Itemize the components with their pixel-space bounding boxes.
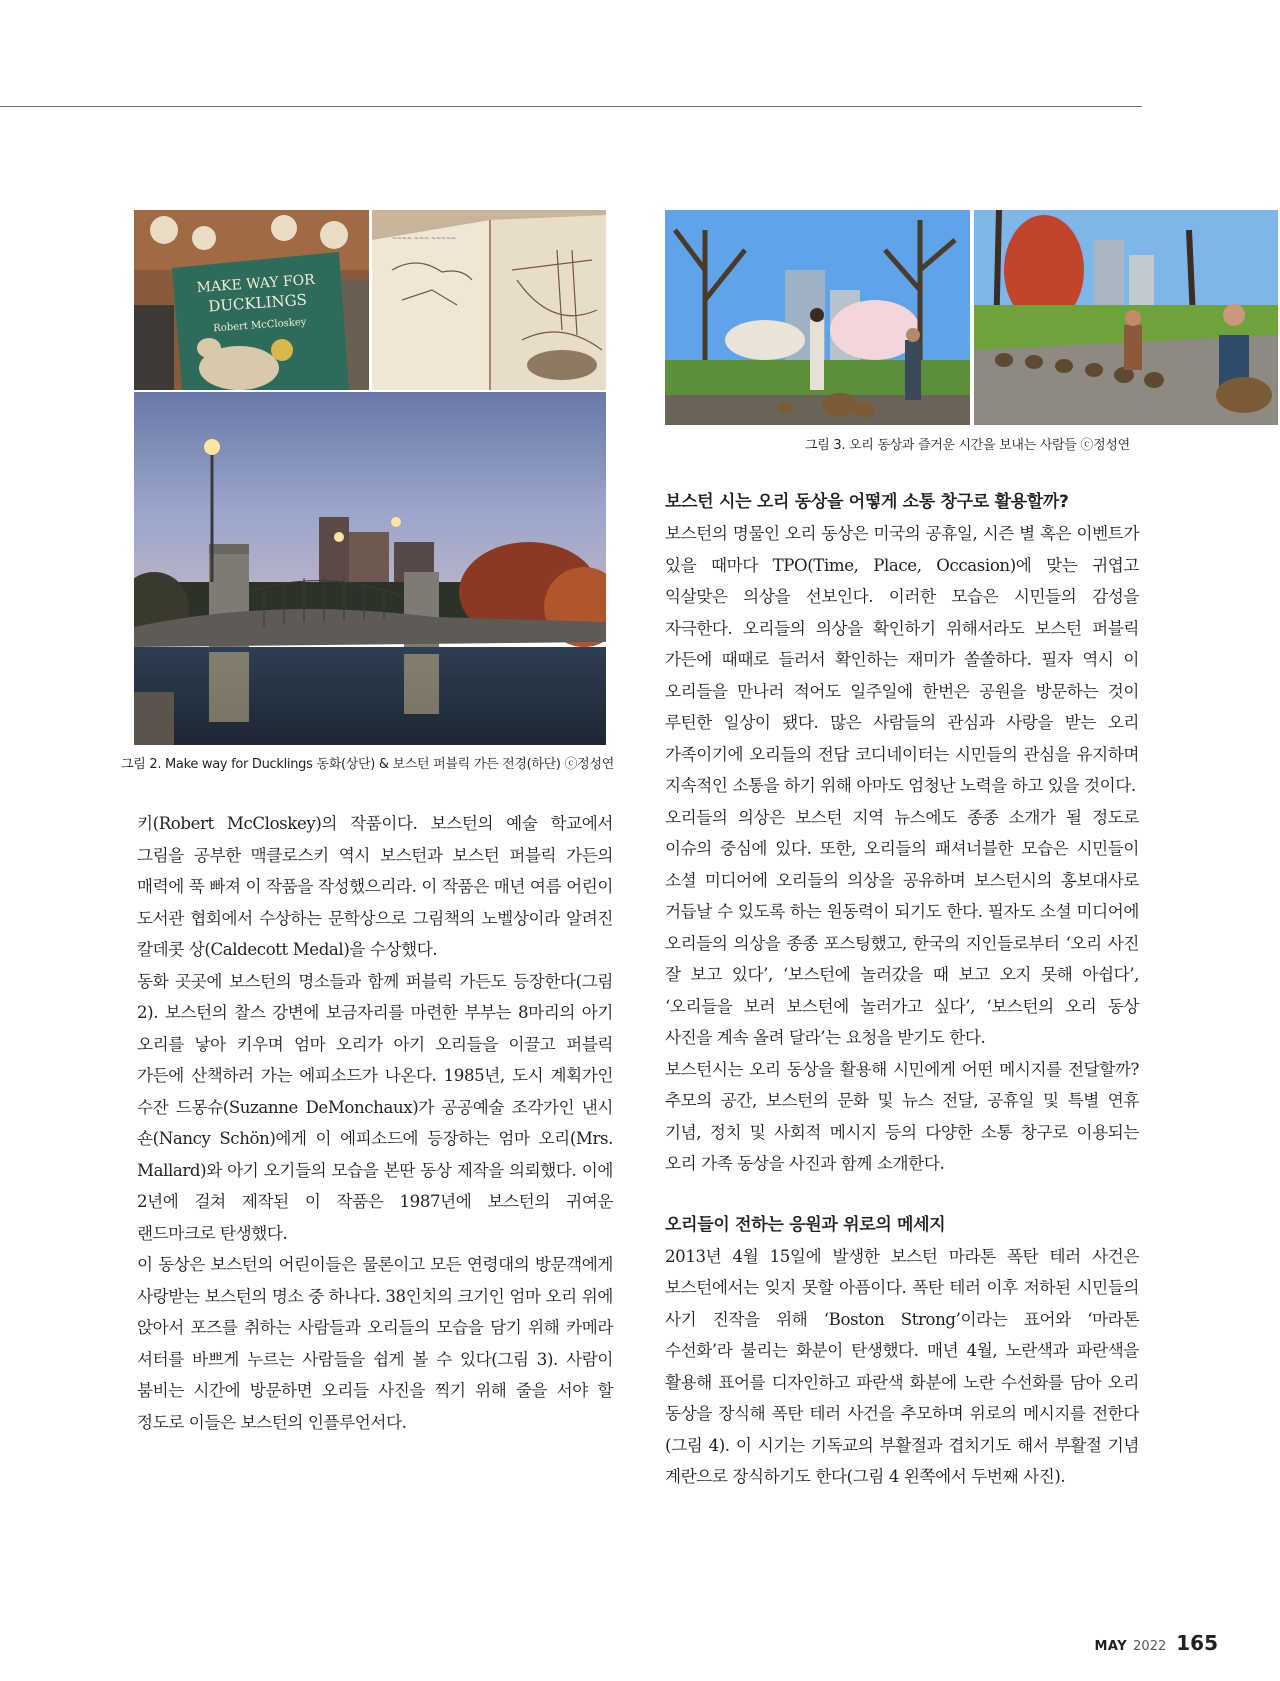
footer-year: 2022 (1133, 1639, 1167, 1654)
left-column (137, 808, 613, 1438)
left-paragraph-2: 동화 곳곳에 보스턴의 명소들과 함께 퍼블릭 가든도 등장한다(그림 2). 보스턴의 찰스 강변에 보금자리를 마련한 부부는 8마리의 아기 오리를 낳아 키우며 엄마 오리가 아기 오리들을 이끌고 퍼블릭 가든에 산책하러 가는 에피소드가 나온다. 1985년, 도시 계획가인 수잔 드몽슈(Suzanne DeMonchaux)가 공공예술 조각가인 낸시 숀(Nancy Schön)에게 이 에피소드에 등장하는 엄마 오리(Mrs. Mallard)와 아기 오기들의 모습을 본딴 동상 제작을 의뢰했다. 이에 2년에 걸쳐 제작된 이 작품은 1987년에 보스턴의 귀여운 랜드마크로 탄생했다. (137, 971, 613, 1243)
left-paragraph-1: 키(Robert McCloskey)의 작품이다. 보스턴의 예술 학교에서 그림을 공부한 맥클로스키 역시 보스턴과 보스턴 퍼블릭 가든의 매력에 푹 빠져 이 작품을 작성했으리라. 이 작품은 매년 여름 어린이 도서관 협회에서 수상하는 문학상으로 그림책의 노벨상이라 알려진 칼데콧 상(Caldecott Medal)을 수상했다. (137, 814, 613, 959)
right-paragraph-2: 오리들의 의상은 보스턴 지역 뉴스에도 종종 소개가 될 정도로 이슈의 중심에 있다. 또한, 오리들의 패셔너블한 모습은 시민들이 소셜 미디어에 오리들의 의상을 공유하며 보스턴시의 홍보대사로 거듭날 수 있도록 하는 원동력이 되기도 한다. 필자도 소셜 미디어에 오리들의 의상을 종종 포스팅했고, 한국의 지인들로부터 ‘오리 사진 잘 보고 있다’, ‘보스턴에 놀러갔을 때 보고 오지 못해 아쉽다’, ‘오리들을 보러 보스턴에 놀러가고 싶다’, ‘보스턴의 오리 동상 사진을 계속 올려 달라’는 요청을 받기도 한다. (665, 807, 1139, 1047)
right-paragraph-1: 보스턴의 명물인 오리 동상은 미국의 공휴일, 시즌 별 혹은 이벤트가 있을 때마다 TPO(Time, Place, Occasion)에 맞는 귀엽고 익살맞은 의상을 선보인다. 이러한 모습은 시민들의 감성을 자극한다. 오리들의 의상을 확인하기 위해서라도 보스턴 퍼블릭 가든에 때때로 들러서 확인하는 재미가 쏠쏠하다. 필자 역시 이 오리들을 만나러 적어도 일주일에 한번은 공원을 방문하는 것이 루틴한 일상이 됐다. 많은 사람들의 관심과 사랑을 받는 오리 가족이기에 오리들의 전담 코디네이터는 시민들의 관심을 유지하며 지속적인 소통을 하기 위해 아마도 엄청난 노력을 하고 있을 것이다. (665, 524, 1139, 795)
figure2-caption: 그림 2. Make way for Ducklings 동화(상단) & 보스턴 퍼블릭 가든 전경(하단) ⓒ정성연 (121, 757, 614, 772)
svg-text:MAKE WAY FOR: MAKE WAY FOR (196, 271, 316, 297)
top-rule (0, 106, 1142, 107)
svg-text:Robert McCloskey: Robert McCloskey (212, 316, 307, 335)
left-paragraph-3: 이 동상은 보스턴의 어린이들은 물론이고 모든 연령대의 방문객에게 사랑받는 보스턴의 명소 중 하나다. 38인치의 크기인 엄마 오리 위에 앉아서 포즈를 취하는 사람들과 오리들의 모습을 담기 위해 카메라 셔터를 바쁘게 누르는 사람들을 쉽게 볼 수 있다(그림 3). 사람이 붐비는 시간에 방문하면 오리들 사진을 찍기 위해 줄을 서야 할 정도로 이들은 보스턴의 인플루언서다. (137, 1255, 613, 1432)
right-column (665, 487, 1139, 1493)
duck-statue-park-photo (665, 210, 970, 425)
right-paragraph-3: 보스턴시는 오리 동상을 활용해 시민에게 어떤 메시지를 전달할까? 추모의 공간, 보스턴의 문화 및 뉴스 전달, 공휴일 및 특별 연휴 기념, 정치 및 사회적 메시지 등의 다양한 소통 창구로 이용되는 오리 가족 동상을 사진과 함께 소개한다. (665, 1059, 1139, 1173)
right-paragraph-4: 2013년 4월 15일에 발생한 보스턴 마라톤 폭탄 테러 사건은 보스턴에서는 잊지 못할 아픔이다. 폭탄 테러 이후 저하된 시민들의 사기 진작을 위해 ‘Boston Strong’이라는 표어와 ‘마라톤 수선화’라 불리는 화분이 탄생했다. 매년 4월, 노란색과 파란색을 활용해 표어를 디자인하고 파란색 화분에 노란 수선화를 담아 오리 동상을 장식해 폭탄 테러 사건을 추모하며 위로의 메시지를 전한다(그림 4). 이 시기는 기독교의 부활절과 겹치기도 해서 부활절 기념 계란으로 장식하기도 한다(그림 4 왼쪽에서 두번째 사진). (665, 1246, 1139, 1486)
footer-month: MAY (1094, 1639, 1128, 1654)
svg-text:~~~~ ~~~ ~~~~~: ~~~~ ~~~ ~~~~~ (392, 235, 457, 242)
figure3-caption: 그림 3. 오리 동상과 즐거운 시간을 보내는 사람들 ⓒ정성연 (805, 438, 1130, 453)
public-garden-bridge-photo (134, 392, 606, 745)
page-footer (1094, 1631, 1218, 1655)
page-number: 165 (1176, 1631, 1218, 1655)
open-book-photo (372, 210, 606, 390)
section-heading-1: 보스턴 시는 오리 동상을 어떻게 소통 창구로 활용할까? (665, 492, 1069, 512)
svg-text:DUCKLINGS: DUCKLINGS (207, 290, 308, 316)
duck-statue-family-photo (974, 210, 1278, 425)
book-cover-photo (134, 210, 369, 390)
section-heading-2: 오리들이 전하는 응원과 위로의 메세지 (665, 1214, 946, 1235)
